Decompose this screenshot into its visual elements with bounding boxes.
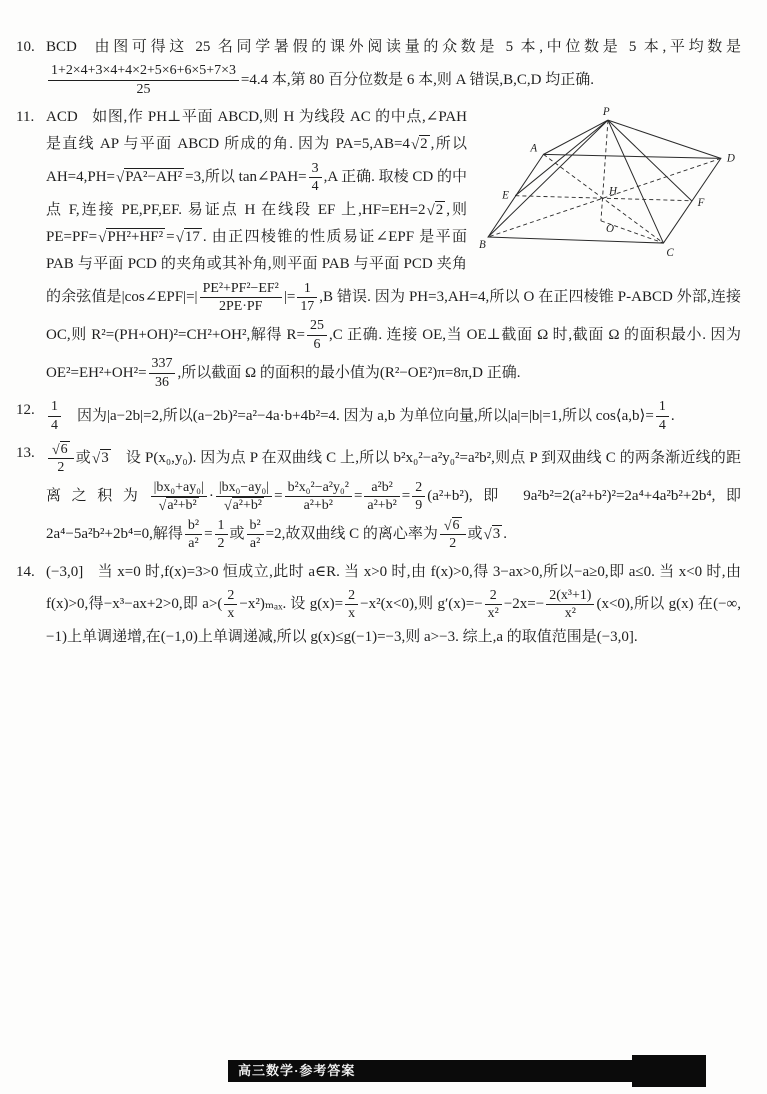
vertex-label-H: H [608,185,618,198]
problem-body [46,397,741,435]
problem-14 [16,559,741,651]
vertex-label-D: D [726,152,735,165]
problem-number: 12. [16,402,35,419]
answer-label: BCD [46,39,77,55]
vertex-label-E: E [502,189,509,202]
footer-title: 高三数学·参考答案 [238,1063,356,1079]
problem-body [46,104,741,392]
problem-number: 14. [16,563,35,580]
vertex-label-C: C [666,247,674,260]
vertex-label-O: O [605,223,614,236]
problem-number: 11. [16,109,35,126]
footer-bar [228,1060,706,1082]
solution-text: 设 P(x₀,y₀). 因为点 P 在双曲线 C 上,所以 b²x₀²−a²y₀²=a²b²,则点 P 到双曲线 C 的两条渐近线的距离之积为 $\frac{\text{|bx₀+ay₀|}}{\text{√a²+b²}}$ · $\frac{\text{|bx₀−ay₀|}}{\text{√a²+b²}}$ = $\frac{\text{b²x₀²−a²y₀²}}{\text{a²+b²}}$ = $\frac{\text{a²b²}}{\text{a²+b²}}$ = $\frac{2}{9}$ (a²+b²),即 9a²b²=2(a²+b²)²=2a⁴+4a²b²+2b⁴,即 2a⁴−5a²b²+2b⁴=0,解得 $\frac{\text{b²}}{\text{a²}}$ = $\frac{1}{2}$ 或 $\frac{\text{b²}}{\text{a²}}$ =2,故双曲线 C 的离心率为 $\frac{√6}{2}$ 或√3 . [46,450,741,552]
solution-text: 如图,作 PH⊥平面 ABCD,则 H 为线段 AC 的中点,∠PAH 是直线 AP 与平面 ABCD 所成的角. 因为 PA=5,AB=4√2 ,所以 AH=4,PH=√PA²−AH² =3,所以 tan∠PAH= $\frac{3}{4}$ ,A 正确. 取棱 CD 的中点 F,连接 PE,PF,EF. 易证点 H 在线段 EF 上,HF=EH=2√2 ,则 PE=PF=√PH²+HF² =√17 . 由正四棱锥的性质易证∠EPF 是平面 PAB 与平面 PCD 的夹角或其补角,则平面 PAB 与平面 PCD 夹角的余弦值是|cos∠EPF|=| $\frac{\text{PE²+PF²−EF²}}{2PE\cdot PF}$ |= $\frac{1}{17}$ ,B 错误. 因为 PH=3,AH=4,所以 O 在正四棱锥 P-ABCD 外部,连接 OC,则 R²=(PH+OH)²=CH²+OH²,解得 R= $\frac{25}{6}$ ,C 正确. 连接 OE,当 OE⊥截面 Ω 时,截面 Ω 的面积最小. 因为 OE²=EH²+OH²= $\frac{337}{36}$ ,所以截面 Ω 的面积的最小值为(R²−OE²)π=8π,D 正确. [46,109,742,390]
lateral-edges [488,120,721,243]
solution-text: 当 x=0 时,f(x)=3>0 恒成立,此时 a∈R. 当 x>0 时,由 f(x)>0,得 3−ax>0,所以−a≥0,即 a≤0. 当 x<0 时,由 f(x)>0,得−x³−ax+2>0,即 a>( $\frac{2}{x}$ −x²)ₘₐₓ. 设 g(x)= $\frac{2}{x}$ −x²(x<0),则 g′(x)=− $\frac{2}{\text{x²}}$ −2x=− $\frac{\text{2(x³+1)}}{\text{x²}}$ (x<0),所以 g(x) 在(−∞,−1)上单调递增,在(−1,0)上单调递减,所以 g(x)≤g(−1)=−3,则 a>−3. 综上,a 的取值范围是(−3,0]. [46,563,741,645]
vertex-label-F: F [697,196,705,209]
answer-label: ACD [46,109,78,126]
segment-ef [515,196,691,201]
problem-11 [16,104,741,392]
problem-body [46,34,741,99]
problem-number: 13. [16,445,35,462]
solution-text: 因为|a−2b|=2,所以(a−2b)²=a²−4a·b+4b²=4. 因为 a,b 为单位向量,所以|a|=|b|=1,所以 cos⟨a,b⟩= $\frac{1}{4}$ . [76,399,675,433]
vertex-label-B: B [479,239,486,252]
problem-number: 10. [16,39,35,55]
answer-label: $\frac{1}{4}$ [46,408,63,424]
figure-pyramid [479,104,741,263]
vertex-label-P: P [602,106,610,119]
vertex-label-A: A [530,142,538,155]
base-diagonals [488,155,721,244]
answer-label: (−3,0] [46,563,84,580]
base-edges [488,155,721,244]
footer-black-block [632,1055,706,1087]
problem-12 [16,397,741,435]
solution-text: 由图可得这 25 名同学暑假的课外阅读量的众数是 5 本,中位数是 5 本,平均数是 $\frac{1+2\times 4+3\times 4+4\times 2+5\times 6+6\times 5+7\times 3}{25}$ =4.4 本,第 80 百分位数是 6 本,则 A 错误,B,C,D 均正确. [46,39,741,88]
problem-13 [16,440,741,554]
problem-body [46,559,741,651]
apothem-edges [515,120,691,201]
pyramid-diagram [479,104,741,263]
axis-pho [601,120,608,221]
problem-10 [16,34,741,99]
problem-body [46,440,741,554]
answer-label: $\frac{√6}{2}$ 或√3 [46,450,112,466]
